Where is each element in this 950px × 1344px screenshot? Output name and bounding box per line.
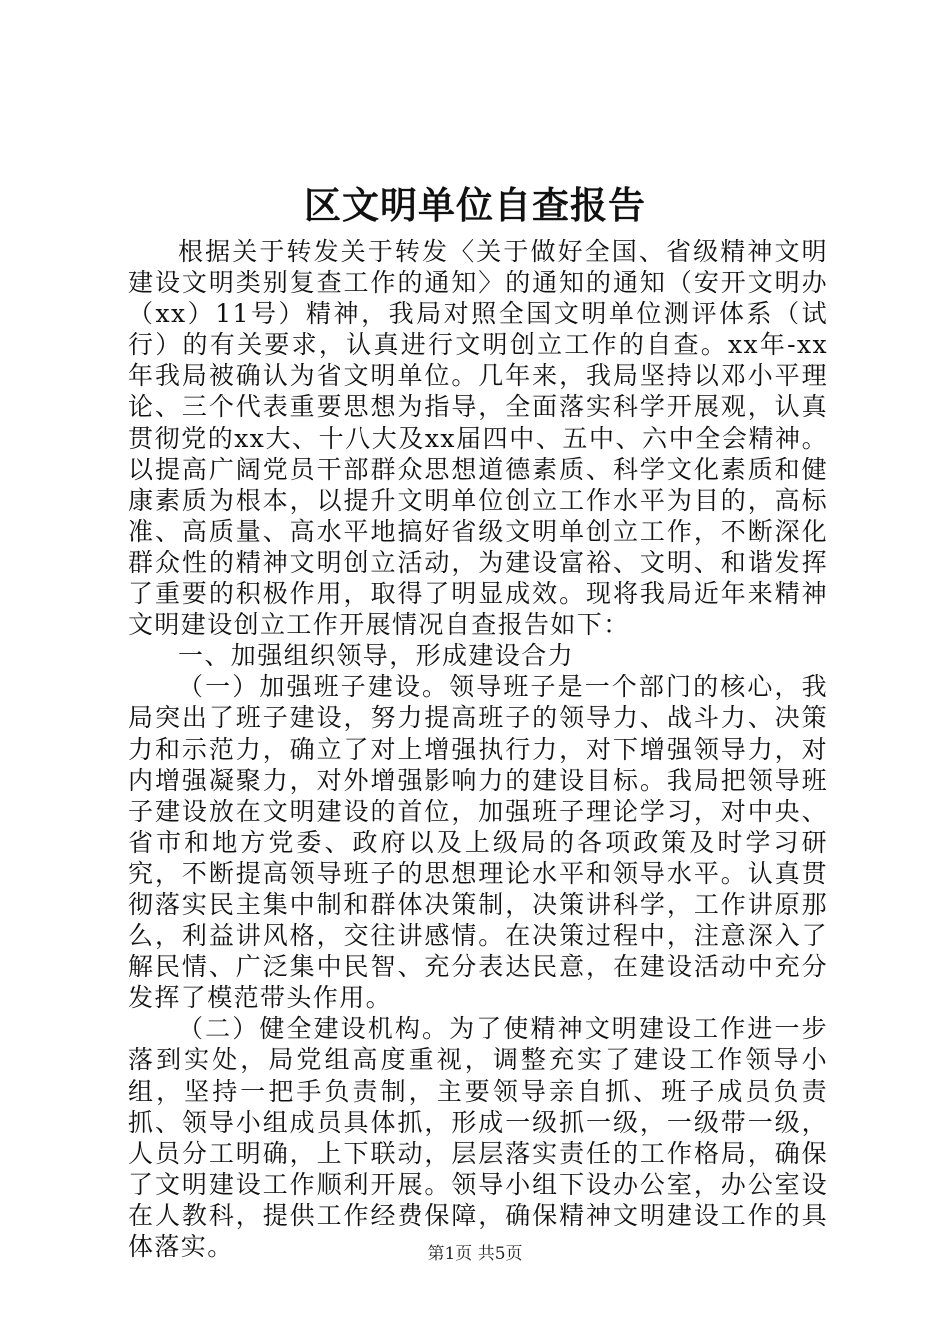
paragraph-organization: （二）健全建设机构。为了使精神文明建设工作进一步落到实处，局党组高度重视，调整充实了建设工作领导小组，坚持一把手负责制，主要领导亲自抓、班子成员负责抓、领导小组成员具体抓，形成一级抓一级，一级带一级，人员分工明确，上下联动，层层落实责任的工作格局，确保了文明建设工作顺利开展。领导小组下设办公室，办公室设在人教科，提供工作经费保障，确保精神文明建设工作的具体落实。 — [128, 1014, 828, 1261]
paragraph-team-building: （一）加强班子建设。领导班子是一个部门的核心，我局突出了班子建设，努力提高班子的领导力、战斗力、决策力和示范力，确立了对上增强执行力，对下增强领导力，对内增强凝聚力，对外增强影响力的建设目标。我局把领导班子建设放在文明建设的首位，加强班子理论学习，对中央、省市和地方党委、政府以及上级局的各项政策及时学习研究，不断提高领导班子的思想理论水平和领导水平。认真贯彻落实民主集中制和群体决策制，决策讲科学，工作讲原那么，利益讲风格，交往讲感情。在决策过程中，注意深入了解民情、广泛集中民智、充分表达民意，在建设活动中充分发挥了模范带头作用。 — [128, 672, 828, 1013]
section-heading: 一、加强组织领导，形成建设合力 — [178, 641, 575, 671]
page-number-footer: 第1页 共5页 — [427, 1244, 523, 1264]
document-body — [128, 236, 828, 1262]
intro-paragraph: 根据关于转发关于转发〈关于做好全国、省级精神文明建设文明类别复查工作的通知〉的通知的通知（安开文明办（xx）11号）精神，我局对照全国文明单位测评体系（试行）的有关要求，认真进行文明创立工作的自查。xx年-xx年我局被确认为省文明单位。几年来，我局坚持以邓小平理论、三个代表重要思想为指导，全面落实科学开展观，认真贯彻党的xx大、十八大及xx届四中、五中、六中全会精神。以提高广阔党员干部群众思想道德素质、科学文化素质和健康素质为根本，以提升文明单位创立工作水平为目的，高标准、高质量、高水平地搞好省级文明单创立工作，不断深化群众性的精神文明创立活动，为建设富裕、文明、和谐发挥了重要的积极作用，取得了明显成效。现将我局近年来精神文明建设创立工作开展情况自查报告如下： — [128, 237, 828, 640]
document-title: 区文明单位自查报告 — [304, 183, 646, 227]
